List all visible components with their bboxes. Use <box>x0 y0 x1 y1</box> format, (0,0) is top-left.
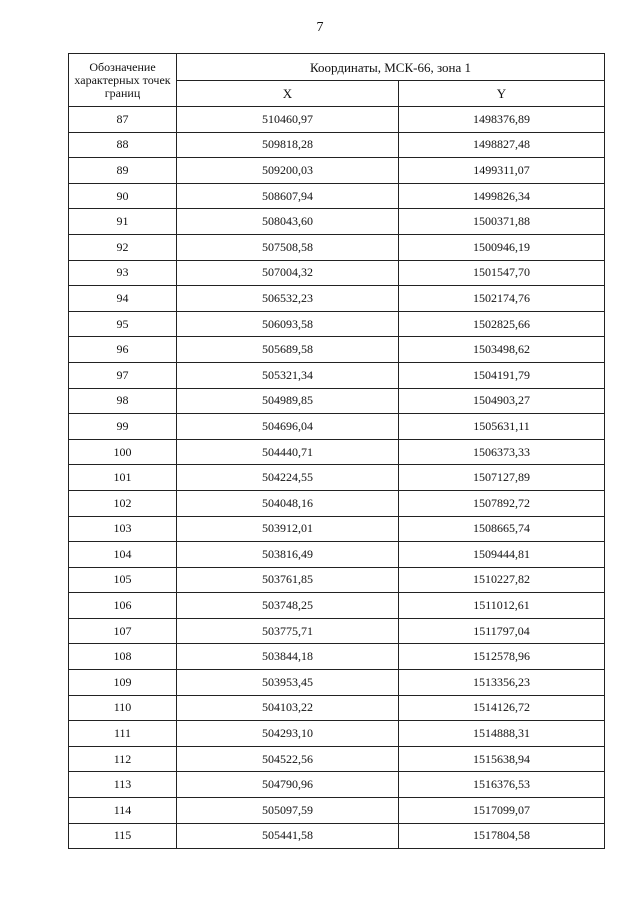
table-row <box>69 465 605 491</box>
y-coordinate-cell: 1507892,72 <box>399 490 605 516</box>
x-coordinate-cell: 504522,56 <box>177 746 399 772</box>
point-number-cell: 110 <box>69 695 177 721</box>
x-coordinate-cell: 503844,18 <box>177 644 399 670</box>
point-number-cell: 105 <box>69 567 177 593</box>
y-coordinate-cell: 1498376,89 <box>399 107 605 133</box>
y-coordinate-cell: 1505631,11 <box>399 414 605 440</box>
table-row <box>69 209 605 235</box>
y-coordinate-cell: 1511012,61 <box>399 593 605 619</box>
table-row <box>69 644 605 670</box>
y-coordinate-cell: 1507127,89 <box>399 465 605 491</box>
x-coordinate-cell: 503816,49 <box>177 542 399 568</box>
point-number-cell: 113 <box>69 772 177 798</box>
point-number-cell: 89 <box>69 158 177 184</box>
table-row <box>69 311 605 337</box>
y-coordinate-cell: 1511797,04 <box>399 618 605 644</box>
x-column-header: X <box>177 81 399 107</box>
x-coordinate-cell: 504440,71 <box>177 439 399 465</box>
x-coordinate-cell: 503953,45 <box>177 670 399 696</box>
table-row <box>69 516 605 542</box>
x-coordinate-cell: 504048,16 <box>177 490 399 516</box>
x-coordinate-cell: 506532,23 <box>177 286 399 312</box>
y-coordinate-cell: 1514888,31 <box>399 721 605 747</box>
y-coordinate-cell: 1517804,58 <box>399 823 605 849</box>
y-coordinate-cell: 1515638,94 <box>399 746 605 772</box>
point-number-cell: 111 <box>69 721 177 747</box>
x-coordinate-cell: 503748,25 <box>177 593 399 619</box>
point-number-cell: 97 <box>69 362 177 388</box>
x-coordinate-cell: 508043,60 <box>177 209 399 235</box>
table-row <box>69 337 605 363</box>
y-coordinate-cell: 1504191,79 <box>399 362 605 388</box>
point-number-cell: 107 <box>69 618 177 644</box>
x-coordinate-cell: 504293,10 <box>177 721 399 747</box>
point-number-cell: 112 <box>69 746 177 772</box>
point-number-cell: 114 <box>69 798 177 824</box>
point-number-cell: 96 <box>69 337 177 363</box>
x-coordinate-cell: 505097,59 <box>177 798 399 824</box>
table-row <box>69 798 605 824</box>
point-number-cell: 98 <box>69 388 177 414</box>
point-number-cell: 94 <box>69 286 177 312</box>
table-row <box>69 107 605 133</box>
x-coordinate-cell: 508607,94 <box>177 183 399 209</box>
table-row <box>69 542 605 568</box>
y-coordinate-cell: 1502174,76 <box>399 286 605 312</box>
x-coordinate-cell: 510460,97 <box>177 107 399 133</box>
table-header <box>69 54 605 107</box>
x-coordinate-cell: 504696,04 <box>177 414 399 440</box>
point-number-cell: 91 <box>69 209 177 235</box>
table-row <box>69 388 605 414</box>
table-row <box>69 593 605 619</box>
point-number-cell: 108 <box>69 644 177 670</box>
x-coordinate-cell: 509818,28 <box>177 132 399 158</box>
y-coordinate-cell: 1510227,82 <box>399 567 605 593</box>
point-number-cell: 101 <box>69 465 177 491</box>
y-coordinate-cell: 1500946,19 <box>399 234 605 260</box>
table-row <box>69 721 605 747</box>
point-number-cell: 93 <box>69 260 177 286</box>
x-coordinate-cell: 504989,85 <box>177 388 399 414</box>
table-row <box>69 772 605 798</box>
y-coordinate-cell: 1499826,34 <box>399 183 605 209</box>
table-row <box>69 823 605 849</box>
table-row <box>69 286 605 312</box>
table-row <box>69 183 605 209</box>
point-number-cell: 100 <box>69 439 177 465</box>
table-row <box>69 439 605 465</box>
y-coordinate-cell: 1502825,66 <box>399 311 605 337</box>
table-row <box>69 132 605 158</box>
table-row <box>69 234 605 260</box>
x-coordinate-cell: 506093,58 <box>177 311 399 337</box>
y-coordinate-cell: 1514126,72 <box>399 695 605 721</box>
y-coordinate-cell: 1516376,53 <box>399 772 605 798</box>
page-number: 7 <box>316 20 324 35</box>
point-number-cell: 109 <box>69 670 177 696</box>
table-row <box>69 158 605 184</box>
table-row <box>69 746 605 772</box>
y-coordinate-cell: 1499311,07 <box>399 158 605 184</box>
table-row <box>69 414 605 440</box>
point-number-cell: 88 <box>69 132 177 158</box>
coordinates-table <box>68 53 605 849</box>
table-row <box>69 618 605 644</box>
table-row <box>69 362 605 388</box>
x-coordinate-cell: 505321,34 <box>177 362 399 388</box>
x-coordinate-cell: 503912,01 <box>177 516 399 542</box>
x-coordinate-cell: 509200,03 <box>177 158 399 184</box>
coordinates-group-header: Координаты, МСК-66, зона 1 <box>177 54 605 81</box>
x-coordinate-cell: 504790,96 <box>177 772 399 798</box>
point-number-cell: 104 <box>69 542 177 568</box>
y-coordinate-cell: 1504903,27 <box>399 388 605 414</box>
table-row <box>69 567 605 593</box>
x-coordinate-cell: 507004,32 <box>177 260 399 286</box>
point-number-cell: 95 <box>69 311 177 337</box>
table-body <box>69 107 605 849</box>
table-row <box>69 260 605 286</box>
point-number-cell: 102 <box>69 490 177 516</box>
point-number-cell: 106 <box>69 593 177 619</box>
y-coordinate-cell: 1501547,70 <box>399 260 605 286</box>
point-number-cell: 115 <box>69 823 177 849</box>
x-coordinate-cell: 504103,22 <box>177 695 399 721</box>
point-number-cell: 92 <box>69 234 177 260</box>
y-coordinate-cell: 1503498,62 <box>399 337 605 363</box>
point-column-header: Обозначение характерных точек границ <box>69 54 177 107</box>
y-coordinate-cell: 1498827,48 <box>399 132 605 158</box>
y-coordinate-cell: 1517099,07 <box>399 798 605 824</box>
y-coordinate-cell: 1500371,88 <box>399 209 605 235</box>
point-number-cell: 90 <box>69 183 177 209</box>
y-coordinate-cell: 1506373,33 <box>399 439 605 465</box>
y-coordinate-cell: 1512578,96 <box>399 644 605 670</box>
point-number-cell: 87 <box>69 107 177 133</box>
x-coordinate-cell: 505689,58 <box>177 337 399 363</box>
x-coordinate-cell: 503775,71 <box>177 618 399 644</box>
x-coordinate-cell: 507508,58 <box>177 234 399 260</box>
y-coordinate-cell: 1509444,81 <box>399 542 605 568</box>
x-coordinate-cell: 503761,85 <box>177 567 399 593</box>
table-row <box>69 490 605 516</box>
x-coordinate-cell: 504224,55 <box>177 465 399 491</box>
y-column-header: Y <box>399 81 605 107</box>
table-row <box>69 670 605 696</box>
y-coordinate-cell: 1513356,23 <box>399 670 605 696</box>
y-coordinate-cell: 1508665,74 <box>399 516 605 542</box>
table-row <box>69 695 605 721</box>
point-number-cell: 103 <box>69 516 177 542</box>
point-number-cell: 99 <box>69 414 177 440</box>
x-coordinate-cell: 505441,58 <box>177 823 399 849</box>
